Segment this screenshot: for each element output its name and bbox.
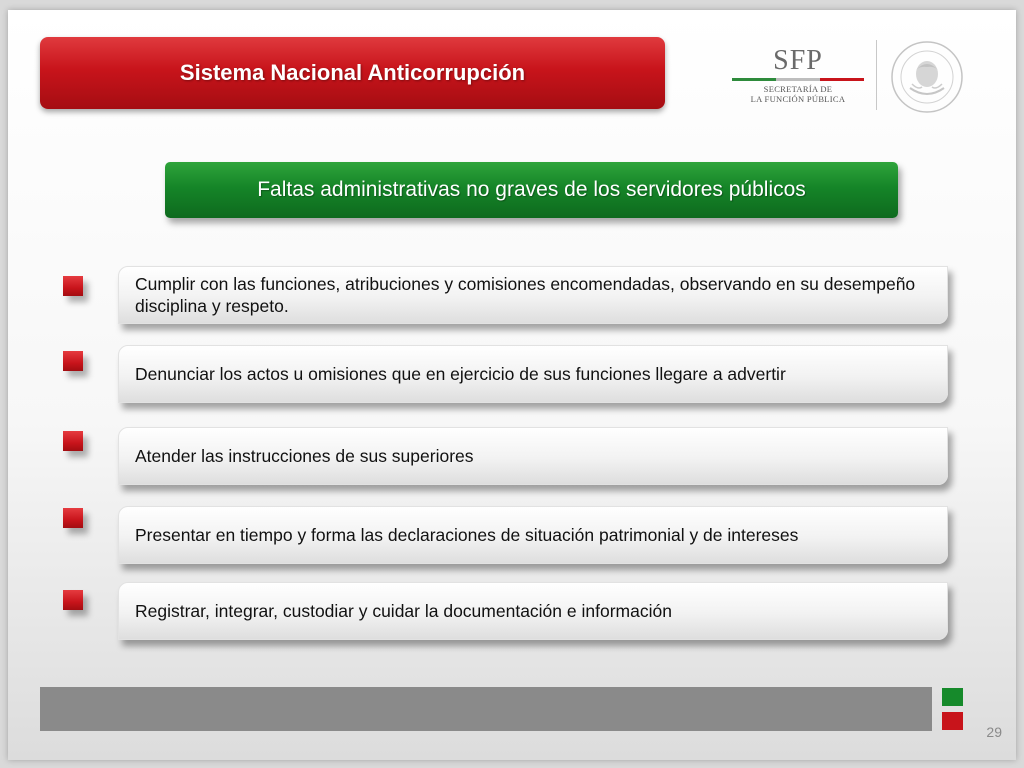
mexico-seal-icon bbox=[890, 40, 964, 114]
slide bbox=[8, 10, 1016, 760]
subtitle-bar bbox=[165, 162, 898, 218]
sfp-logo-tricolor-rule bbox=[732, 78, 864, 81]
list-item-box bbox=[118, 582, 948, 640]
sfp-logo bbox=[728, 46, 868, 116]
list-item-text: Atender las instrucciones de sus superiores bbox=[135, 446, 474, 466]
title-banner bbox=[40, 37, 665, 109]
logo-divider bbox=[876, 40, 877, 110]
list-item-text: Registrar, integrar, custodiar y cuidar la documentación e información bbox=[135, 601, 672, 621]
list-item-box bbox=[118, 345, 948, 403]
bullet-square-icon bbox=[63, 431, 83, 451]
footer-green-square bbox=[942, 688, 963, 706]
list-item-box bbox=[118, 427, 948, 485]
list-item-box bbox=[118, 266, 948, 324]
list-item bbox=[63, 345, 948, 407]
bullet-square-icon bbox=[63, 351, 83, 371]
list-item bbox=[63, 266, 948, 328]
list-item-text: Presentar en tiempo y forma las declaraciones de situación patrimonial y de intereses bbox=[135, 525, 799, 545]
list-item bbox=[63, 582, 948, 644]
list-item bbox=[63, 427, 948, 489]
bullet-square-icon bbox=[63, 276, 83, 296]
footer-bar bbox=[40, 687, 932, 731]
list-item-text: Denunciar los actos u omisiones que en ejercicio de sus funciones llegare a advertir bbox=[135, 364, 786, 384]
bullet-square-icon bbox=[63, 590, 83, 610]
list-item bbox=[63, 506, 948, 568]
bullet-square-icon bbox=[63, 508, 83, 528]
list-item-box bbox=[118, 506, 948, 564]
slide-title: Sistema Nacional Anticorrupción bbox=[179, 60, 526, 85]
footer-red-square bbox=[942, 712, 963, 730]
sfp-logo-line2: LA FUNCIÓN PÚBLICA bbox=[750, 94, 846, 104]
page-number: 29 bbox=[986, 724, 1002, 740]
list-item-text: Cumplir con las funciones, atribuciones y comisiones encomendadas, observando en su desempeño disciplina y respeto. bbox=[135, 274, 916, 316]
sfp-logo-acronym: SFP bbox=[773, 45, 823, 76]
sfp-logo-line1: SECRETARÍA DE bbox=[763, 84, 833, 94]
subtitle: Faltas administrativas no graves de los servidores públicos bbox=[257, 178, 806, 201]
